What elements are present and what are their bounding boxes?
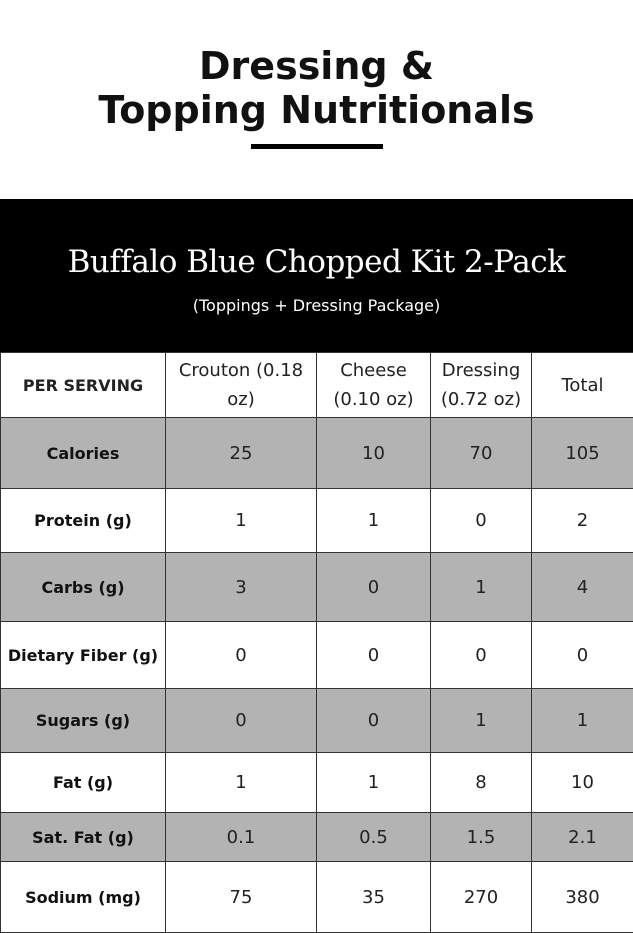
row-label: Fat (g) [1, 753, 166, 813]
page-title-line1: Dressing & [199, 44, 434, 88]
column-header-total: Total [532, 353, 633, 418]
table-cell: 4 [532, 553, 633, 622]
table-cell: 8 [431, 753, 532, 813]
table-row-calories [1, 418, 633, 489]
table-cell: 35 [317, 862, 431, 933]
table-cell: 1 [431, 689, 532, 753]
table-row-sat-fat [1, 813, 633, 862]
table-cell: 1 [431, 553, 532, 622]
table-row-protein [1, 489, 633, 553]
table-cell: 75 [166, 862, 317, 933]
table-cell: 1 [166, 489, 317, 553]
column-header-crouton: Crouton (0.18 oz) [166, 353, 317, 418]
table-cell: 0 [431, 622, 532, 689]
table-cell: 3 [166, 553, 317, 622]
table-cell: 0 [317, 689, 431, 753]
page-title-line2: Topping Nutritionals [98, 88, 535, 132]
product-banner [0, 199, 633, 352]
row-label: Calories [1, 418, 166, 489]
table-cell: 1 [317, 753, 431, 813]
nutrition-table [0, 352, 633, 933]
product-subtitle: (Toppings + Dressing Package) [192, 296, 441, 315]
table-cell: 2 [532, 489, 633, 553]
column-header-dressing: Dressing (0.72 oz) [431, 353, 532, 418]
row-label: Sugars (g) [1, 689, 166, 753]
table-cell: 0.5 [317, 813, 431, 862]
table-cell: 1 [317, 489, 431, 553]
table-cell: 25 [166, 418, 317, 489]
table-cell: 70 [431, 418, 532, 489]
row-label: Carbs (g) [1, 553, 166, 622]
table-row-fat [1, 753, 633, 813]
table-cell: 0 [166, 622, 317, 689]
table-cell: 105 [532, 418, 633, 489]
table-cell: 380 [532, 862, 633, 933]
product-name: Buffalo Blue Chopped Kit 2-Pack [67, 244, 566, 280]
row-label: Sodium (mg) [1, 862, 166, 933]
table-cell: 10 [317, 418, 431, 489]
table-cell: 270 [431, 862, 532, 933]
table-cell: 2.1 [532, 813, 633, 862]
table-cell: 0 [431, 489, 532, 553]
table-cell: 0 [532, 622, 633, 689]
column-header-cheese: Cheese (0.10 oz) [317, 353, 431, 418]
table-cell: 1.5 [431, 813, 532, 862]
table-cell: 0 [317, 553, 431, 622]
row-label: Sat. Fat (g) [1, 813, 166, 862]
table-cell: 0 [317, 622, 431, 689]
table-cell: 1 [532, 689, 633, 753]
table-row-dietary-fiber [1, 622, 633, 689]
per-serving-header: PER SERVING [1, 353, 166, 418]
table-cell: 1 [166, 753, 317, 813]
title-underline [251, 144, 383, 149]
table-cell: 10 [532, 753, 633, 813]
table-cell: 0.1 [166, 813, 317, 862]
table-cell: 0 [166, 689, 317, 753]
table-header-row [1, 353, 633, 418]
page-title [0, 0, 633, 132]
row-label: Dietary Fiber (g) [1, 622, 166, 689]
table-row-carbs [1, 553, 633, 622]
table-row-sodium [1, 862, 633, 933]
row-label: Protein (g) [1, 489, 166, 553]
table-row-sugars [1, 689, 633, 753]
